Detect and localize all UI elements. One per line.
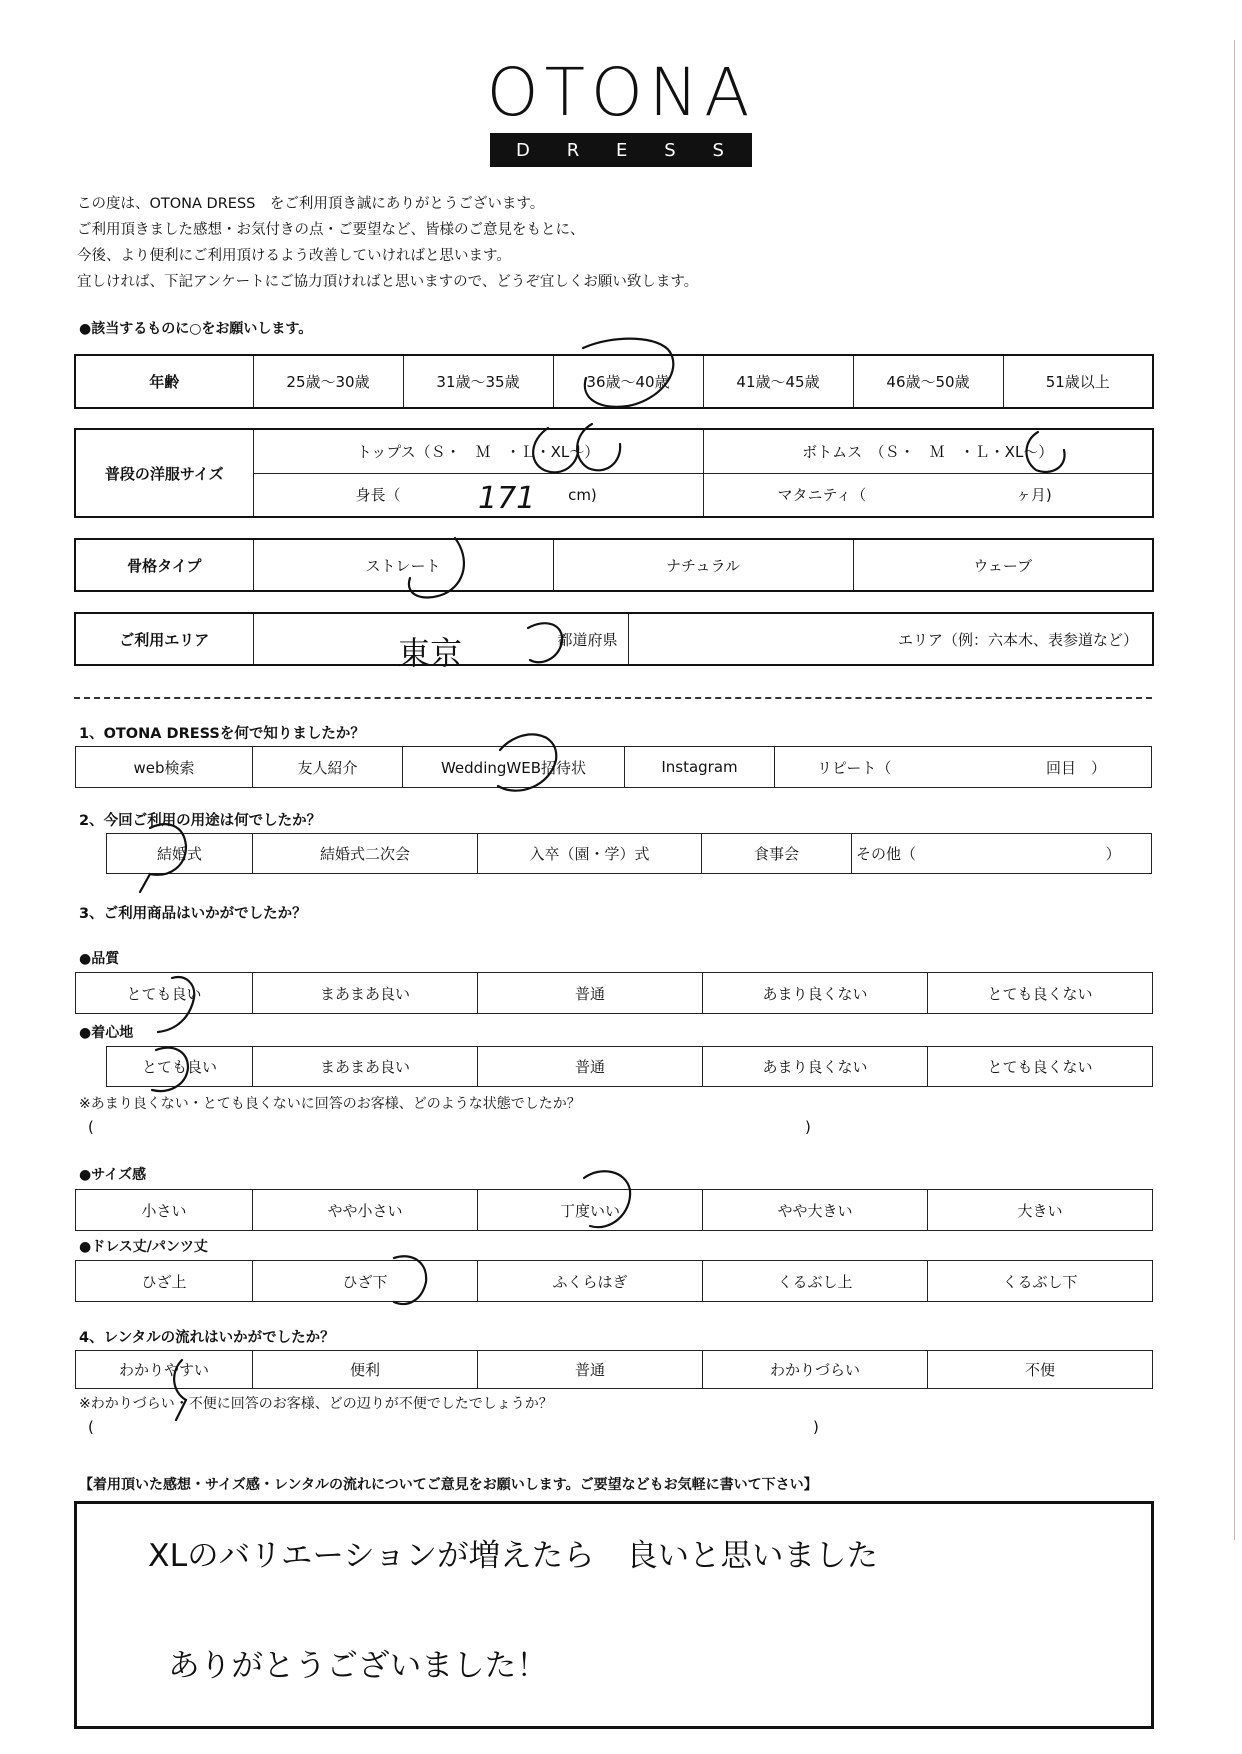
- q2-other-close: ）: [1105, 845, 1121, 863]
- prefecture-suffix: 都道府県: [557, 630, 618, 649]
- frame-option[interactable]: ストレート: [253, 539, 553, 591]
- q3-title: 3、ご利用商品はいかがでしたか？: [79, 906, 307, 922]
- brand-letter: D: [516, 139, 532, 161]
- frame-option[interactable]: ナチュラル: [553, 539, 853, 591]
- q4-table: [75, 1350, 1153, 1389]
- age-table: [74, 354, 1154, 409]
- comfort-option[interactable]: まあまあ良い: [253, 1047, 478, 1087]
- comfort-option[interactable]: とても良くない: [928, 1047, 1153, 1087]
- area-label: ご利用エリア: [75, 613, 253, 665]
- free-comment-heading: 【着用頂いた感想・サイズ感・レンタルの流れについてご意見をお願いします。ご要望などもお気軽に書いて下さい】: [79, 1477, 818, 1493]
- brand-letter: R: [566, 139, 582, 161]
- quality-option[interactable]: 普通: [478, 973, 703, 1014]
- section-divider: [74, 697, 1152, 699]
- q4-title: 4、レンタルの流れはいかがでしたか？: [79, 1330, 335, 1346]
- quality-option[interactable]: とても良い: [76, 973, 253, 1014]
- frame-option[interactable]: ウェーブ: [853, 539, 1153, 591]
- age-option[interactable]: 31歳〜35歳: [403, 355, 553, 408]
- handwritten-comment-line-2: ありがとうございました！: [168, 1648, 548, 1684]
- comfort-option[interactable]: あまり良くない: [703, 1047, 928, 1087]
- q4-option[interactable]: 便利: [253, 1351, 478, 1389]
- q2-option[interactable]: 入卒（園・学）式: [478, 834, 702, 874]
- length-option[interactable]: くるぶし下: [928, 1261, 1153, 1302]
- height-field[interactable]: [253, 473, 703, 517]
- handwritten-height: 171: [478, 481, 536, 516]
- comfort-note: ※あまり良くない・とても良くないに回答のお客様、どのような状態でしたか？: [79, 1096, 581, 1112]
- tops-size-field[interactable]: トップス（Ｓ・ Ｍ ・Ｌ・XL〜）: [253, 429, 703, 473]
- q1-option[interactable]: web検索: [76, 747, 253, 788]
- height-label: 身長（: [355, 486, 401, 505]
- comfort-option[interactable]: とても良い: [107, 1047, 253, 1087]
- maternity-unit: ヶ月): [1015, 486, 1052, 505]
- fit-option[interactable]: やや小さい: [253, 1190, 478, 1231]
- scan-edge-line: [1234, 40, 1235, 1540]
- age-option[interactable]: 41歳〜45歳: [703, 355, 853, 408]
- comfort-table: [106, 1046, 1153, 1087]
- maternity-label: マタニティ（: [777, 486, 867, 505]
- q1-title: 1、OTONA DRESSを何で知りましたか？: [79, 726, 365, 742]
- q1-option[interactable]: WeddingWEB招待状: [403, 747, 625, 788]
- quality-label: ●品質: [79, 951, 120, 967]
- q2-option[interactable]: 結婚式二次会: [253, 834, 478, 874]
- fit-option[interactable]: 小さい: [76, 1190, 253, 1231]
- q2-table: [106, 833, 1152, 874]
- q4-comment-open: (: [88, 1418, 94, 1436]
- q4-comment-close: ): [813, 1418, 819, 1436]
- instruction-heading: ●該当するものに○をお願いします。: [79, 321, 313, 337]
- comfort-comment-close: ): [805, 1118, 811, 1136]
- comfort-option[interactable]: 普通: [478, 1047, 703, 1087]
- fit-option[interactable]: やや大きい: [703, 1190, 928, 1231]
- length-option[interactable]: ひざ上: [76, 1261, 253, 1302]
- age-option[interactable]: 25歳〜30歳: [253, 355, 403, 408]
- fit-option[interactable]: 丁度いい: [478, 1190, 703, 1231]
- brand-letter: E: [616, 139, 630, 161]
- age-option[interactable]: 46歳〜50歳: [853, 355, 1003, 408]
- intro-text: [77, 191, 698, 295]
- length-table: [75, 1260, 1153, 1302]
- intro-line: ご利用頂きました感想・お気付きの点・ご要望など、皆様のご意見をもとに、: [77, 222, 585, 238]
- q1-repeat-label: リピート（: [817, 758, 892, 777]
- handwritten-prefecture: 東京: [398, 634, 463, 672]
- height-unit: cm): [568, 486, 597, 505]
- q2-other-field[interactable]: [852, 834, 1152, 874]
- bottoms-size-field[interactable]: ボトムス （Ｓ・ Ｍ ・Ｌ・XL〜）: [703, 429, 1153, 473]
- q1-option[interactable]: Instagram: [625, 747, 775, 788]
- fit-label: ●サイズ感: [79, 1167, 147, 1183]
- free-comment-box[interactable]: [74, 1501, 1154, 1729]
- q4-option[interactable]: わかりづらい: [703, 1351, 928, 1389]
- intro-line: 宜しければ、下記アンケートにご協力頂ければと思いますので、どうぞ宜しくお願い致します。: [77, 274, 699, 290]
- comfort-comment-open: (: [88, 1118, 94, 1136]
- q4-option[interactable]: 普通: [478, 1351, 703, 1389]
- size-table: [74, 428, 1154, 518]
- q4-option[interactable]: 不便: [928, 1351, 1153, 1389]
- frame-type-table: [74, 538, 1154, 592]
- age-option[interactable]: 36歳〜40歳: [553, 355, 703, 408]
- brand-letter: S: [712, 139, 726, 161]
- quality-table: [75, 972, 1153, 1014]
- area-example: エリア（例：六本木、表参道など）: [897, 630, 1138, 649]
- length-option[interactable]: ひざ下: [253, 1261, 478, 1302]
- maternity-field[interactable]: [703, 473, 1153, 517]
- quality-option[interactable]: まあまあ良い: [253, 973, 478, 1014]
- comfort-label: ●着心地: [79, 1025, 134, 1041]
- q4-option[interactable]: わかりやすい: [76, 1351, 253, 1389]
- length-option[interactable]: くるぶし上: [703, 1261, 928, 1302]
- q1-repeat-field[interactable]: [775, 747, 1152, 788]
- frame-type-label: 骨格タイプ: [75, 539, 253, 591]
- q1-option[interactable]: 友人紹介: [253, 747, 403, 788]
- q2-option[interactable]: 結婚式: [107, 834, 253, 874]
- brand-logo-word: OTONA: [486, 54, 756, 131]
- age-label: 年齢: [75, 355, 253, 408]
- brand-letter: S: [664, 139, 678, 161]
- prefecture-field[interactable]: [253, 613, 628, 665]
- quality-option[interactable]: とても良くない: [928, 973, 1153, 1014]
- intro-line: 今後、より便利にご利用頂けるよう改善していければと思います。: [77, 248, 511, 264]
- q4-note: ※わかりづらい・不便に回答のお客様、どの辺りが不便でしたでしょうか？: [79, 1396, 553, 1412]
- q2-title: 2、今回ご利用の用途は何でしたか？: [79, 813, 322, 829]
- intro-line: この度は、OTONA DRESS をご利用頂き誠にありがとうございます。: [77, 196, 545, 212]
- age-option[interactable]: 51歳以上: [1003, 355, 1153, 408]
- quality-option[interactable]: あまり良くない: [703, 973, 928, 1014]
- handwritten-comment-line-1: XLのバリエーションが増えたら 良いと思いました: [148, 1538, 878, 1574]
- area-table: [74, 612, 1154, 666]
- fit-option[interactable]: 大きい: [928, 1190, 1153, 1231]
- q2-option[interactable]: 食事会: [702, 834, 852, 874]
- q1-repeat-count-label: 回目 ）: [1045, 758, 1106, 777]
- length-option[interactable]: ふくらはぎ: [478, 1261, 703, 1302]
- brand-logo-bar: [490, 133, 752, 167]
- size-label: 普段の洋服サイズ: [75, 429, 253, 517]
- area-detail-field[interactable]: [628, 613, 1153, 665]
- q1-table: [75, 746, 1152, 788]
- fit-table: [75, 1189, 1153, 1231]
- q2-other-label: その他（: [856, 845, 917, 863]
- length-label: ●ドレス丈/パンツ丈: [79, 1239, 208, 1255]
